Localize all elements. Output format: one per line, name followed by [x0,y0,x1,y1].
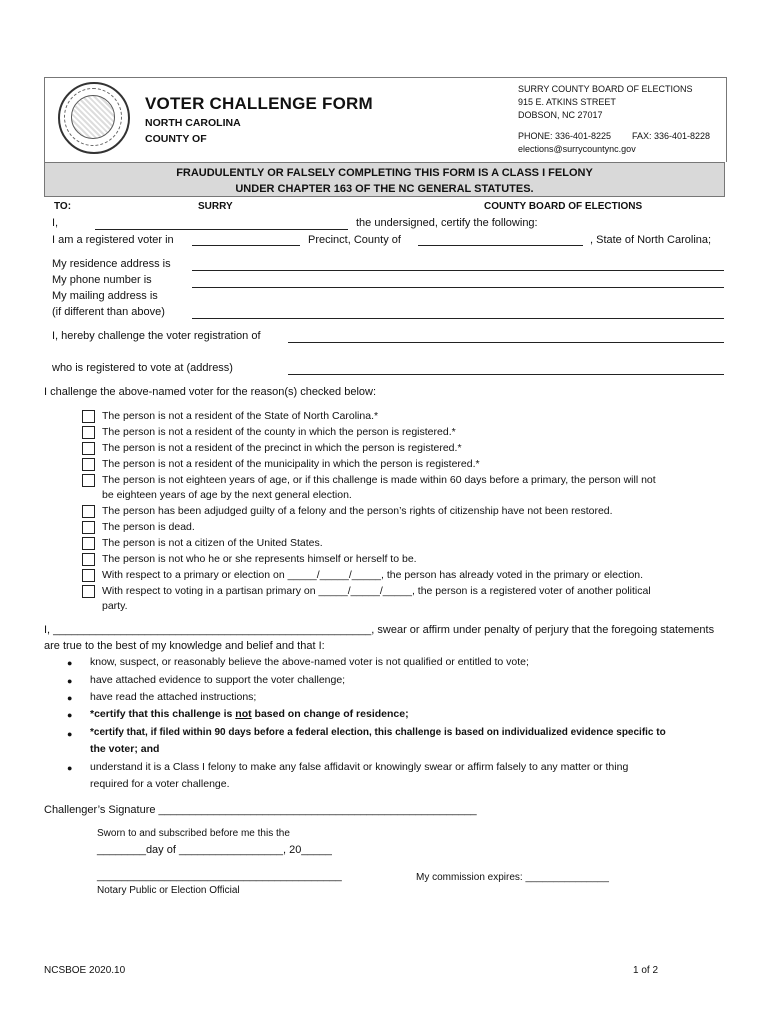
bullet-text: know, suspect, or reasonably believe the above-named voter is not qualified or entitled to vote; [90,656,529,668]
state-seal-icon [58,82,130,154]
board-fax: FAX: 336-401-8228 [632,131,711,141]
notary-signature-line[interactable]: ________________________________________ [97,870,342,882]
form-code: NCSBOE 2020.10 [44,965,126,976]
reason-text-cont: be eighteen years of age by the next general election. [102,489,352,501]
residence-label: My residence address is [52,258,171,270]
name-field[interactable] [95,229,348,230]
state-label: NORTH CAROLINA [145,117,241,129]
county-label: COUNTY OF [145,133,207,145]
reason-checkbox[interactable] [82,426,95,439]
residence-field[interactable] [192,270,724,271]
reason-checkbox[interactable] [82,442,95,455]
reason-text: The person has been adjudged guilty of a felony and the person’s rights of citizenship have not been restored. [102,505,613,517]
mailing-field[interactable] [192,318,724,319]
reason-checkbox[interactable] [82,569,95,582]
bullet-icon: ● [67,693,73,703]
reason-checkbox[interactable] [82,458,95,471]
bullet-icon: ● [67,763,73,773]
oath-line: I, ____________________________________________________, swear or affirm under penalty of perjury that the foregoing statements [44,624,715,636]
county-field[interactable] [418,245,583,246]
reason-text: With respect to a primary or election on _____/_____/_____, the person has already voted in the primary or election. [102,569,644,581]
to-label: TO: [54,201,72,212]
notary-label: Notary Public or Election Official [97,885,240,896]
reason-text: With respect to voting in a partisan primary on _____/_____/_____, the person is a registered voter of another political [102,585,651,597]
board-phone: PHONE: 336-401-8225 [518,131,612,141]
phone-field[interactable] [192,287,724,288]
challenger-signature[interactable]: Challenger’s Signature ____________________________________________________ [44,804,477,816]
board-email: elections@surrycountync.gov [518,144,636,154]
if-different-label: (if different than above) [52,306,165,318]
reason-text-cont: party. [102,600,128,612]
reason-text: The person is not a resident of the municipality in which the person is registered.* [102,458,480,470]
bullet-icon: ● [67,676,73,686]
bullet-text-federal-cont: the voter; and [90,743,160,755]
board-city: DOBSON, NC 27017 [518,110,603,120]
mailing-label: My mailing address is [52,290,158,302]
oath-line-2: are true to the best of my knowledge and belief and that I: [44,640,325,652]
reason-text: The person is not who he or she represents himself or herself to be. [102,553,417,565]
bullet-text-felony: understand it is a Class I felony to make any false affidavit or knowingly swear or affirm falsely to any matter or thing [90,761,629,773]
reason-checkbox[interactable] [82,505,95,518]
reason-checkbox[interactable] [82,410,95,423]
bullet-icon: ● [67,710,73,720]
bullet-text-residence: *certify that this challenge is not based on change of residence; [90,708,409,720]
reason-text: The person is dead. [102,521,195,533]
bullet-icon: ● [67,729,73,739]
page-number: 1 of 2 [633,965,659,976]
state-nc-label: , State of North Carolina; [590,234,712,246]
registered-voter-label: I am a registered voter in [52,234,174,246]
bullet-text-federal: *certify that, if filed within 90 days before a federal election, this challenge is based on individualized evidence specific to [90,727,666,738]
challenge-label: I, hereby challenge the voter registration of [52,330,261,342]
reason-text: The person is not a resident of the county in which the person is registered.* [102,426,456,438]
bullet-text: have read the attached instructions; [90,691,257,703]
sworn-date-field[interactable]: ________day of _________________, 20_____ [97,844,332,856]
bullet-text: have attached evidence to support the voter challenge; [90,674,346,686]
bullet-icon: ● [67,658,73,668]
reason-text: The person is not eighteen years of age, or if this challenge is made within 60 days before a primary, the person will not [102,474,656,486]
reason-checkbox[interactable] [82,474,95,487]
registered-at-label: who is registered to vote at (address) [52,362,233,374]
reason-text: The person is not a citizen of the United States. [102,537,323,549]
reason-text: The person is not a resident of the State of North Carolina.* [102,410,379,422]
phone-label: My phone number is [52,274,152,286]
precinct-label: Precinct, County of [308,234,401,246]
reasons-intro: I challenge the above-named voter for the reason(s) checked below: [44,386,377,398]
registered-address-field[interactable] [288,374,724,375]
form-title: VOTER CHALLENGE FORM [145,94,373,113]
reason-checkbox[interactable] [82,537,95,550]
reason-checkbox[interactable] [82,553,95,566]
board-street: 915 E. ATKINS STREET [518,97,616,107]
to-county: SURRY [198,201,233,212]
undersigned-label: the undersigned, certify the following: [356,217,538,229]
reason-text: The person is not a resident of the precinct in which the person is registered.* [102,442,462,454]
precinct-field[interactable] [192,245,300,246]
commission-expires[interactable]: My commission expires: _______________ [416,872,609,883]
reason-checkbox[interactable] [82,585,95,598]
reason-checkbox[interactable] [82,521,95,534]
sworn-label: Sworn to and subscribed before me this the [97,828,290,839]
i-label: I, [52,217,59,229]
board-name: SURRY COUNTY BOARD OF ELECTIONS [518,84,693,94]
to-board: COUNTY BOARD OF ELECTIONS [484,201,643,212]
felony-warning: FRAUDULENTLY OR FALSELY COMPLETING THIS FORM IS A CLASS I FELONY UNDER CHAPTER 163 OF THE NC GENERAL STATUTES. [44,162,725,197]
bullet-text-felony-cont: required for a voter challenge. [90,778,230,790]
challenged-voter-field[interactable] [288,342,724,343]
